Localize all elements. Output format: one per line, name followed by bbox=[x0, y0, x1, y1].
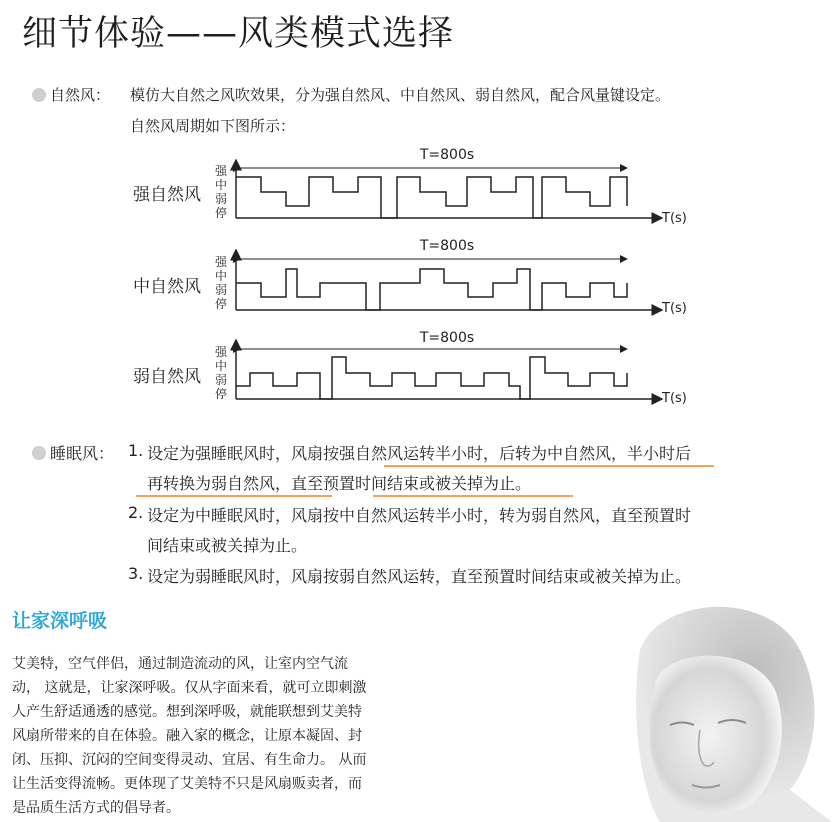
sleep-item-3-num: 3. bbox=[128, 564, 144, 583]
paragraph-line: 是品质生活方式的倡导者。 bbox=[12, 800, 180, 816]
paragraph-line: 闭、压抑、沉闷的空间变得灵动、宜居、有生命力。 从而 bbox=[12, 752, 367, 768]
period-label-medium: T=800s bbox=[419, 238, 475, 254]
level-label-strong: 强 bbox=[214, 164, 227, 178]
breath-paragraph bbox=[12, 652, 442, 820]
wave-row-label-medium: 中自然风 bbox=[133, 277, 201, 297]
sleep-item-1-num: 1. bbox=[128, 441, 144, 460]
axis-label-weak: T(s) bbox=[662, 391, 687, 406]
level-label-medium: 中 bbox=[214, 178, 227, 192]
paragraph-line: 艾美特，空气伴侣，通过制造流动的风，让室内空气流 bbox=[12, 656, 348, 672]
paragraph-line: 风扇所带来的自在体验。融入家的概念，让原本凝固、封 bbox=[12, 728, 362, 744]
page-title: 细节体验——风类模式选择 bbox=[22, 14, 455, 54]
axis-label-strong: T(s) bbox=[662, 211, 687, 226]
section-title-breathe: 让家深呼吸 bbox=[12, 610, 108, 632]
period-label-weak: T=800s bbox=[419, 330, 475, 346]
sleep-item-1-line1: 设定为强睡眠风时，风扇按强自然风运转半小时，后转为中自然风，半小时后 bbox=[147, 444, 692, 463]
level-label-stop: 停 bbox=[214, 387, 227, 401]
level-label-medium: 中 bbox=[214, 269, 227, 283]
sleep-item-1-line2: 再转换为弱自然风，直至预置时间结束或被关掉为止。 bbox=[147, 474, 532, 493]
wave-medium bbox=[236, 250, 662, 310]
wave-row-label-weak: 弱自然风 bbox=[133, 367, 201, 387]
sleep-item-2-line2: 间结束或被关掉为止。 bbox=[147, 536, 308, 555]
level-label-weak: 弱 bbox=[214, 373, 227, 387]
level-label-stop: 停 bbox=[214, 206, 227, 220]
sleep-item-3-line1: 设定为弱睡眠风时，风扇按弱自然风运转，直至预置时间结束或被关掉为止。 bbox=[147, 567, 692, 586]
level-label-weak: 弱 bbox=[214, 192, 227, 206]
highlight-underline bbox=[384, 465, 714, 467]
axis-label-medium: T(s) bbox=[662, 301, 687, 316]
level-label-strong: 强 bbox=[214, 255, 227, 269]
paragraph-line: 动， 这就是，让家深呼吸。仅从字面来看，就可立即刺激 bbox=[12, 680, 367, 696]
sleep-item-2-line1: 设定为中睡眠风时，风扇按中自然风运转半小时，转为弱自然风，直至预置时 bbox=[147, 506, 692, 525]
level-label-weak: 弱 bbox=[214, 283, 227, 297]
child-face-image bbox=[600, 590, 832, 822]
wave-row-label-strong: 强自然风 bbox=[133, 185, 201, 205]
natural-label: 自然风： bbox=[50, 86, 111, 104]
natural-desc-line2: 自然风周期如下图所示： bbox=[130, 117, 296, 135]
sleep-item-2-num: 2. bbox=[128, 503, 144, 522]
paragraph-line: 让生活变得流畅。更体现了艾美特不只是风扇贩卖者，而 bbox=[12, 776, 362, 792]
bullet-dot bbox=[32, 446, 46, 460]
level-label-stop: 停 bbox=[214, 297, 227, 311]
highlight-underline bbox=[136, 495, 332, 497]
wave-weak bbox=[236, 340, 662, 399]
sleep-label: 睡眠风： bbox=[50, 444, 115, 463]
highlight-underline bbox=[373, 495, 573, 497]
level-label-medium: 中 bbox=[214, 359, 227, 373]
paragraph-line: 人产生舒适通透的感觉。想到深呼吸，就能联想到艾美特 bbox=[12, 704, 362, 720]
wave-strong bbox=[236, 160, 662, 218]
period-label-strong: T=800s bbox=[419, 147, 475, 163]
natural-desc-line1: 模仿大自然之风吹效果，分为强自然风、中自然风、弱自然风，配合风量键设定。 bbox=[130, 86, 671, 104]
level-label-strong: 强 bbox=[214, 345, 227, 359]
